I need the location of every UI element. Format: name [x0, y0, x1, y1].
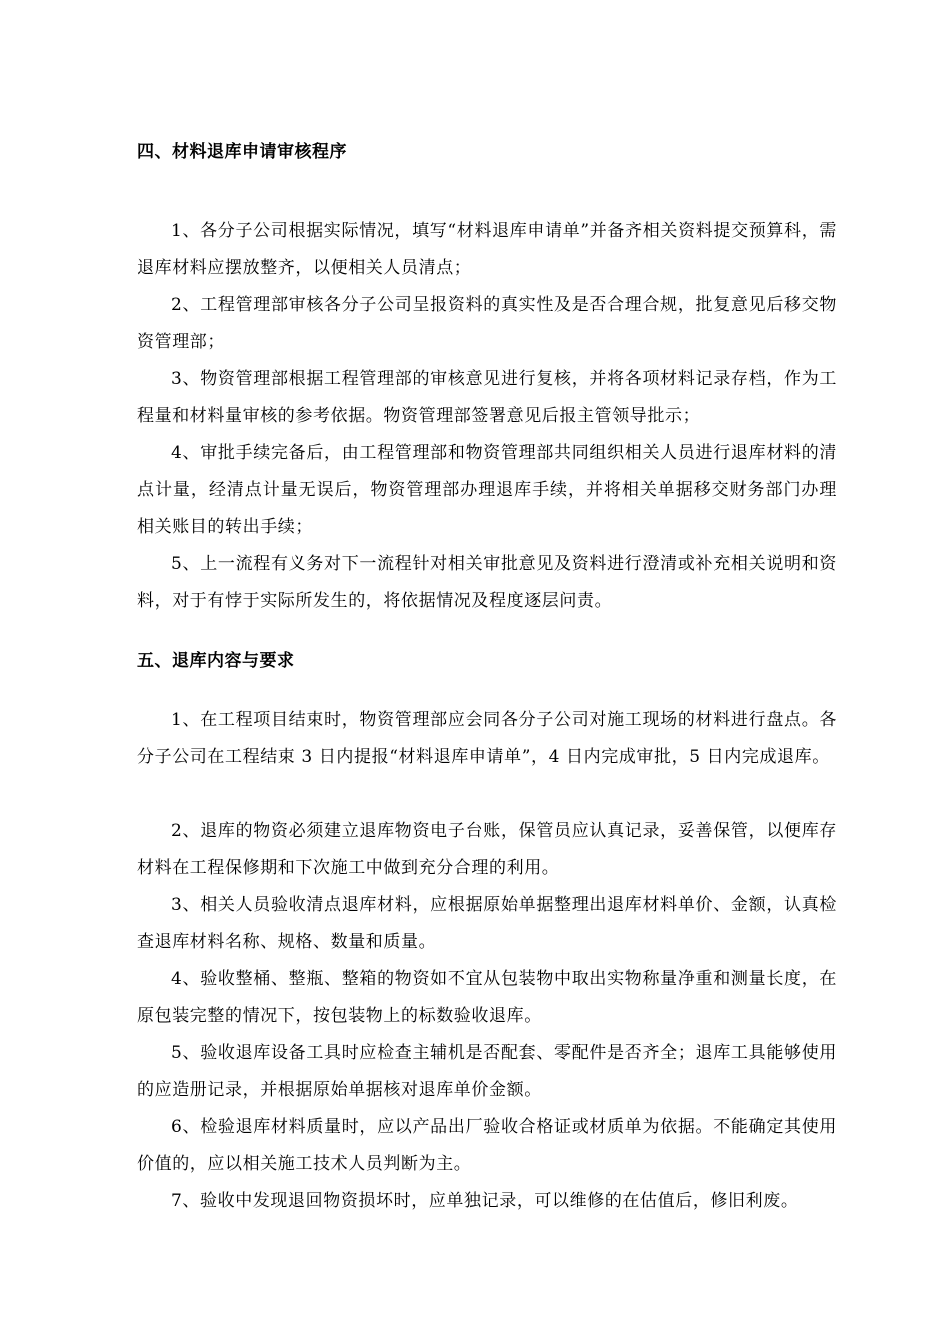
- section-heading-4: 四、材料退库申请审核程序: [137, 142, 347, 162]
- paragraph-4-2: 2、工程管理部审核各分子公司呈报资料的真实性及是否合理合规，批复意见后移交物资管理部；: [137, 295, 837, 352]
- paragraph-4-1: 1、各分子公司根据实际情况，填写“材料退库申请单”并备齐相关资料提交预算科，需退库材料应摆放整齐，以便相关人员清点；: [137, 221, 837, 278]
- paragraph-5-5: 5、验收退库设备工具时应检查主辅机是否配套、零配件是否齐全；退库工具能够使用的应造册记录，并根据原始单据核对退库单价金额。: [137, 1043, 837, 1100]
- section-heading-5: 五、退库内容与要求: [137, 651, 295, 671]
- paragraph-4-5: 5、上一流程有义务对下一流程针对相关审批意见及资料进行澄清或补充相关说明和资料，对于有悖于实际所发生的，将依据情况及程度逐层问责。: [137, 554, 837, 611]
- paragraph-5-2: 2、退库的物资必须建立退库物资电子台账，保管员应认真记录，妥善保管，以便库存材料在工程保修期和下次施工中做到充分合理的利用。: [137, 821, 837, 878]
- paragraph-5-7: 7、验收中发现退回物资损坏时，应单独记录，可以维修的在估值后，修旧利废。: [171, 1191, 799, 1211]
- paragraph-5-1: 1、在工程项目结束时，物资管理部应会同各分子公司对施工现场的材料进行盘点。各分子公司在工程结束 3 日内提报“材料退库申请单”，4 日内完成审批，5 日内完成退库。: [137, 710, 837, 767]
- paragraph-4-4: 4、审批手续完备后，由工程管理部和物资管理部共同组织相关人员进行退库材料的清点计量，经清点计量无误后，物资管理部办理退库手续，并将相关单据移交财务部门办理相关账目的转出手续；: [137, 443, 837, 537]
- paragraph-5-6: 6、检验退库材料质量时，应以产品出厂验收合格证或材质单为依据。不能确定其使用价值的，应以相关施工技术人员判断为主。: [137, 1117, 837, 1174]
- paragraph-5-3: 3、相关人员验收清点退库材料，应根据原始单据整理出退库材料单价、金额，认真检查退库材料名称、规格、数量和质量。: [137, 895, 837, 952]
- paragraph-4-3: 3、物资管理部根据工程管理部的审核意见进行复核，并将各项材料记录存档，作为工程量和材料量审核的参考依据。物资管理部签署意见后报主管领导批示；: [137, 369, 837, 426]
- paragraph-5-4: 4、验收整桶、整瓶、整箱的物资如不宜从包装物中取出实物称量净重和测量长度，在原包装完整的情况下，按包装物上的标数验收退库。: [137, 969, 837, 1026]
